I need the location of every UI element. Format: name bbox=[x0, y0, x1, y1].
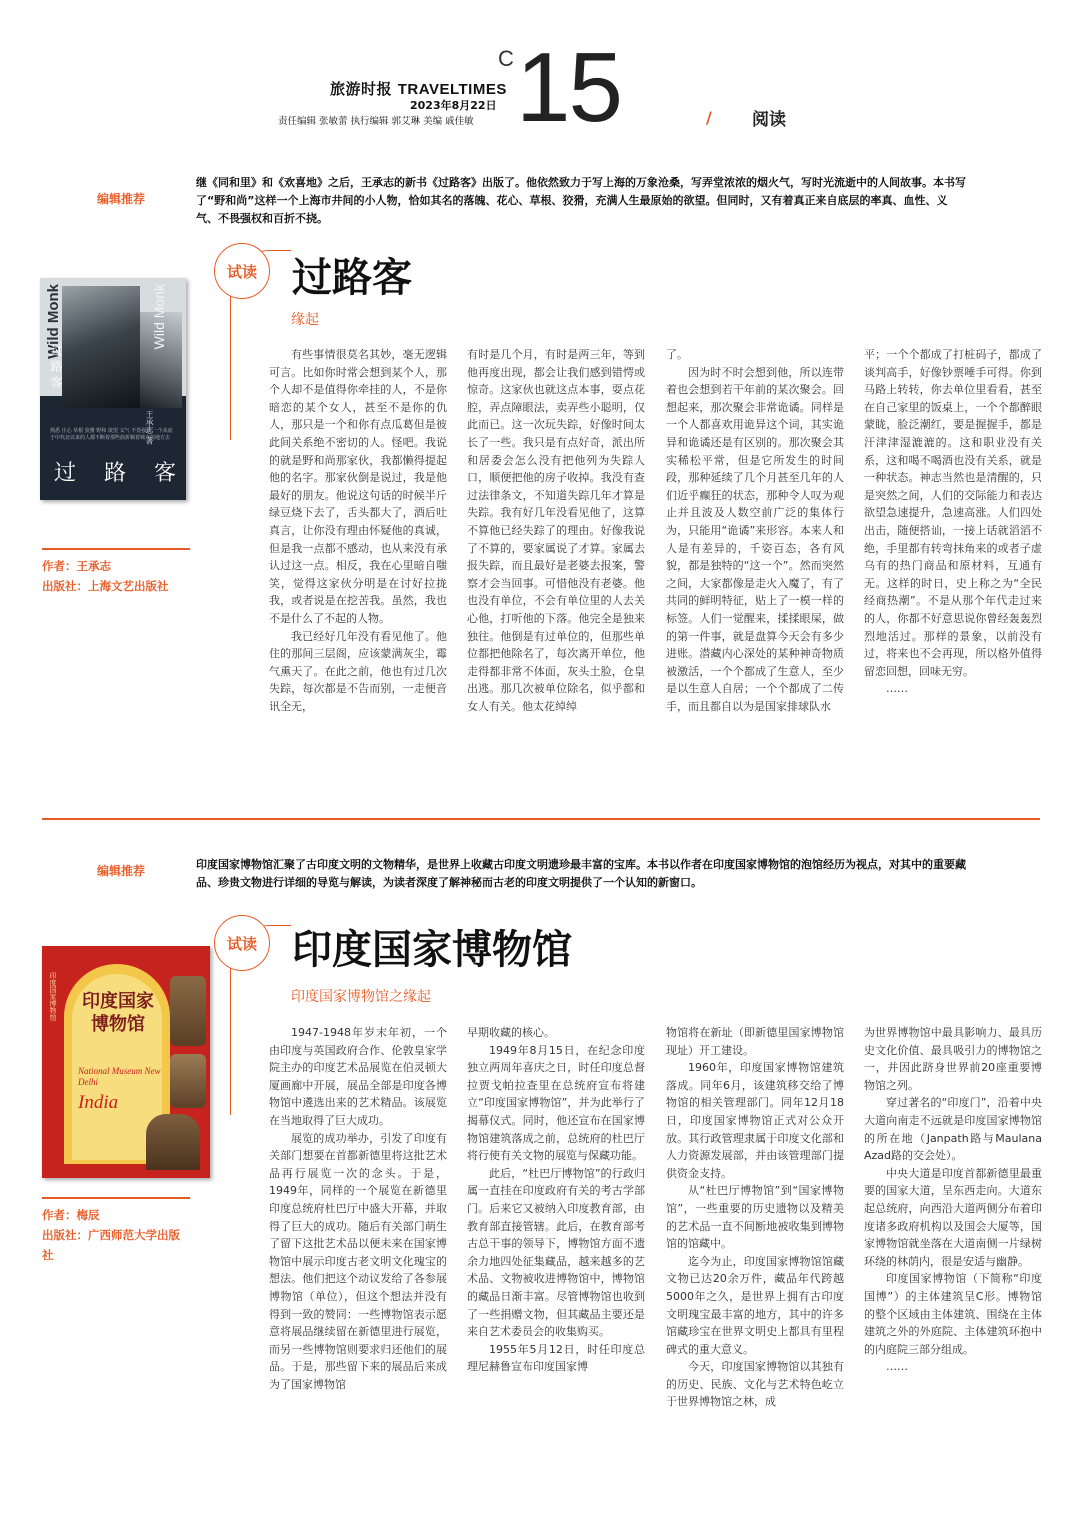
article-column bbox=[864, 1024, 1042, 1376]
editor-pick-tag: 编辑推荐 bbox=[97, 864, 146, 878]
body-paragraph: 展览的成功举办，引发了印度有关部门想要在首都新德里将这批艺术品再行展览一次的念头。于是，1949年，同样的一个展览在新德里印度总统府杜巴厅中盛大开幕，并取得了巨大的成功。随后有关部门萌生了留下这批艺术品以便未来在国家博物馆中展示印度古老文明文化瑰宝的想法。他们把这个动议发给了各参展博物馆（单位），但这个想法并没有得到一致的赞同：一些博物馆表示愿意将展品继续留在新德里进行展览，而另一些博物馆则要求归还他们的展品。于是，那些留下来的展品后来成为了国家博物馆 bbox=[269, 1131, 447, 1391]
article-intro: 继《同和里》和《欢喜地》之后，王承志的新书《过路客》出版了。他依然致力于写上海的万象沧桑，写弄堂浓浓的烟火气，写时光流逝中的人间故事。本书写了“野和尚”这样一个上海市井间的小人物，恰如其名的落魄、花心、草根、狡猾，充满人生最原始的欲望。但同时，又有着真正来自底层的率真、血性、义气、不畏强权和百折不挠。 bbox=[196, 176, 966, 225]
section-letter: C bbox=[498, 46, 514, 71]
article-title: 过路客 bbox=[292, 254, 412, 301]
badge-line bbox=[230, 965, 231, 1115]
cover-statue-image bbox=[170, 1054, 206, 1108]
body-paragraph: 早期收藏的核心。 bbox=[467, 1026, 555, 1039]
cover-statue-image bbox=[146, 1114, 200, 1170]
book-author: 作者：王承志 bbox=[42, 559, 111, 573]
brand-cn: 旅游时报 bbox=[330, 80, 393, 98]
article-column bbox=[864, 346, 1042, 698]
cover-english-title: National Museum New Delhi bbox=[78, 1066, 161, 1087]
section-name: 阅读 bbox=[752, 110, 786, 130]
editor-pick-tag: 编辑推荐 bbox=[97, 192, 146, 206]
book-publisher: 出版社：上海文艺出版社 bbox=[42, 579, 169, 593]
cover-char: 路 bbox=[103, 461, 128, 486]
brand-en: TRAVELTIMES bbox=[397, 81, 507, 98]
try-read-badge: 试读 bbox=[214, 243, 270, 299]
body-paragraph: 1949年8月15日，在纪念印度独立两周年喜庆之日，时任印度总督拉贾戈帕拉查里在总统府宣布将建立“印度国家博物馆”，并为此举行了揭幕仪式。同时，他还宣布在国家博物馆建筑落成之前，总统府的杜巴厅将行使有关文物的展览与保藏功能。 bbox=[467, 1043, 645, 1163]
body-paragraph: 印度国家博物馆（下简称“印度国博”）的主体建筑呈C形。博物馆的整个区域由主体建筑、围绕在主体建筑之外的外庭院、主体建筑环抱中的内庭院三部分组成。 bbox=[864, 1272, 1042, 1356]
body-paragraph: 平；一个个都成了打桩码子，都成了谈判高手，好像钞票唾手可得。你到马路上转转，你去单位里看看，甚至在自己家里的饭桌上，一个个都醉眼蒙眬，脸泛潮红，要是握握手，都是汗津津湿漉漉的。这和职业没有关系，这和喝不喝酒也没有关系，就是一种状态。神志当然也是清醒的，只是突然之间，人们的交际能力和表达欲望急速提升，急速高涨。人们四处出击，随便搭讪，一接上话就滔滔不绝，手里都有转弯抹角来的或者子虚乌有的热门商品和原材料，互通有无。这样的时日，史上称之为“全民经商热潮”。不是从那个年代走过来的人，你都不好意思说你曾经轰轰烈烈地活过。那样的景象，以前没有过，将来也不会再现，所以格外值得留恋回想，回味无穷。 bbox=[864, 348, 1042, 678]
page-number: 15 bbox=[516, 32, 622, 142]
article-intro: 印度国家博物馆汇聚了古印度文明的文物精华，是世界上收藏古印度文明遗珍最丰富的宝库。本书以作者在印度国家博物馆的泡馆经历为视点，对其中的重要藏品、珍贵文物进行详细的导览与解读，为读者深度了解神秘而古老的印度文明提供了一个认知的新窗口。 bbox=[196, 858, 966, 889]
body-paragraph: 1947-1948年岁末年初，一个由印度与英国政府合作、伦敦皇家学院主办的印度艺术品展览在伯灵顿大厦画廊中开展，展品全部是印度各博物馆中遴选出来的艺术精品。该展览在当地取得了巨大成功。 bbox=[269, 1026, 447, 1127]
cover-english-title-light: Wild Monk bbox=[151, 284, 167, 350]
try-read-badge: 试读 bbox=[214, 915, 270, 971]
body-paragraph: 了。 bbox=[666, 348, 688, 361]
article-column bbox=[467, 346, 645, 715]
article-column bbox=[666, 1024, 844, 1411]
editor-credits: 责任编辑 张敏蕾 执行编辑 郭艾琳 美编 戚佳敏 bbox=[278, 116, 474, 127]
article-column bbox=[467, 1024, 645, 1376]
book-publisher: 出版社：广西师范大学出版社 bbox=[42, 1228, 180, 1262]
body-paragraph: 此后，“杜巴厅博物馆”的行政归属一直挂在印度政府有关的考古学部门。后来它又被纳入印度教育部，由教育部直接管辖。此后，在教育部考古总干事的领导下，博物馆方面不遗余力地四处征集藏品，越来越多的艺术品、文物被收进博物馆中，博物馆的藏品日渐丰富。尽管博物馆也收到了一些捐赠文物，但其藏品主要还是来自艺术委员会的收集购买。 bbox=[467, 1166, 645, 1339]
section-slash: / bbox=[706, 108, 712, 127]
cover-vertical-label: 印度国家博物馆 bbox=[49, 972, 57, 1021]
article-column bbox=[269, 346, 447, 715]
body-paragraph: 穿过著名的“印度门”，沿着中央大道向南走不远就是印度国家博物馆的所在地（Janpath路与Maulana Azad路的交会处）。 bbox=[864, 1096, 1042, 1163]
article-title: 印度国家博物馆 bbox=[292, 926, 572, 973]
book-meta bbox=[42, 548, 190, 596]
body-paragraph: …… bbox=[886, 682, 908, 696]
body-paragraph: 有些事情很莫名其妙，毫无逻辑可言。比如你时常会想到某个人，那个人却不是值得你牵挂的人，不是你暗恋的某个女人，甚至不是你的仇人，那只是一个和你有点瓜葛但是彼此间关系绝不密切的人。怪吧。我说的就是野和尚那家伙，我都懒得提起他的名字。那家伙倒是说过，我是他最好的朋友。他说这句话的时候半斤绿豆烧下去了，舌头都大了，酒后吐真言，让你没有理由怀疑他的真诚，但是我一点都不感动，也从来没有承认过这一点。相反，我在心里暗自嗤笑，觉得这家伙分明是在讨好拉拢我，或者说是在挖苦我。虽然，我也不是什么了不起的人物。 bbox=[269, 348, 447, 625]
body-paragraph: 从“杜巴厅博物馆”到“国家博物馆”，一些重要的历史遗物以及精美的艺术品一直不间断地被收集到博物馆的馆藏中。 bbox=[666, 1184, 844, 1251]
body-paragraph: 1960年，印度国家博物馆建筑落成。同年6月，该建筑移交给了博物馆的相关管理部门。同年12月18日，印度国家博物馆正式对公众开放。其行政管理隶属于印度文化部和人力资源发展部，并由该管理部门提供资金支持。 bbox=[666, 1061, 844, 1180]
cover-char: 客 bbox=[153, 461, 178, 486]
body-paragraph: 1955年5月12日，时任印度总理尼赫鲁宣布印度国家博 bbox=[467, 1342, 645, 1374]
publish-date: 2023年8月22日 bbox=[410, 99, 497, 112]
body-paragraph: 中央大道是印度首都新德里最重要的国家大道，呈东西走向。大道东起总统府，向西沿大道两侧分布着印度诸多政府机构以及国会大厦等，国家博物馆就坐落在大道南侧一片绿树环绕的林荫内，很是安适与幽静。 bbox=[864, 1166, 1042, 1268]
cover-author: 王承志 著 bbox=[145, 410, 154, 445]
cover-vertical-title: 过路客 bbox=[49, 344, 63, 392]
body-paragraph: 有时是几个月，有时是两三年，等到他再度出现，都会让我们感到错愕或惊奇。这家伙也就这点本事，耍点花腔，弄点障眼法，卖弄些小聪明，仅此而已。这一次玩失踪，好像时间太长了一些。我只是有点好奇，派出所和居委会怎么没有把他列为失踪人口，顺便把他的房子收掉。我没有查过法律条文，不知道失踪几年才算是失踪。我有好几年没看见他了，这算不算他已经失踪了的理由。好像我说了不算的，要家属说了才算。家属去报失踪，而且最好是老婆去报案，警察才会当回事。可惜他没有老婆。他也没有单位，不会有单位里的人去关心他，打听他的下落。他完全是独来独往。他倒是有过单位的，但那些单位都把他除名了，每次离开单位，他走得都非常不体面，灰头土脸，仓皇出逃。那几次被单位除名，似乎都和女人有关。他太花绰绰 bbox=[467, 348, 645, 713]
cover-char: 过 bbox=[54, 461, 79, 486]
article-subtitle: 印度国家博物馆之缘起 bbox=[291, 989, 431, 1005]
book-author: 作者：梅辰 bbox=[42, 1208, 100, 1222]
cover-big-title bbox=[54, 456, 178, 487]
book-cover bbox=[42, 946, 210, 1178]
body-paragraph: …… bbox=[886, 1360, 908, 1374]
article-column bbox=[666, 346, 844, 715]
cover-statue-image bbox=[170, 976, 206, 1046]
body-paragraph: 迄今为止，印度国家博物馆馆藏文物已达20余万件，藏品年代跨越5000年之久，是世界上拥有古印度文明瑰宝最丰富的地方，其中的许多馆藏珍宝在世界文明史上都具有里程碑式的重大意义。 bbox=[666, 1254, 844, 1356]
body-paragraph: 今天，印度国家博物馆以其独有的历史、民族、文化与艺术特色屹立于世界博物馆之林，成 bbox=[666, 1360, 844, 1409]
body-paragraph: 因为时不时会想到他，所以连带着也会想到若干年前的某次聚会。回想起来，那次聚会非常诡谲。同样是一个人都喜欢用诡异这个词，其实诡异和诡谲还是有区别的。那次聚会其实稀松平常，但是它所发生的时间段，那种延续了几个月甚至几年的人们近乎癫狂的状态，那种令人叹为观止并且波及人数空前广泛的集体行为，只能用“诡谲”来形容。本来人和人是有差异的，千姿百态，各有风貌，都是独特的“这一个”。然而突然之间，大家都像是走火入魔了，有了共同的鲜明特征，贴上了一模一样的标签。人们一觉醒来，揉揉眼屎，做的第一件事，就是盘算今天会有多少进账。潜藏内心深处的某种神奇物质被激活，一个个都成了生意人，至少是以生意人自居；一个个都成了二传手，而且都自以为是国家排球队水 bbox=[666, 365, 844, 713]
body-paragraph: 我已经好几年没有看见他了。他住的那间三层阁，应该蒙满灰尘，霉气熏天了。在此之前，他也有过几次失踪，每次都是不告而别，一走便音讯全无， bbox=[269, 629, 447, 713]
book-cover bbox=[40, 278, 186, 500]
cover-title: 印度国家博物馆 bbox=[82, 991, 154, 1035]
book-meta bbox=[42, 1197, 190, 1265]
body-paragraph: 物馆将在新址（即新德里国家博物馆现址）开工建设。 bbox=[666, 1026, 844, 1057]
cover-english-title: Wild Monk bbox=[45, 284, 62, 359]
cover-photo bbox=[62, 286, 140, 408]
article-subtitle: 缘起 bbox=[291, 312, 319, 328]
badge-line bbox=[230, 290, 231, 440]
article-divider bbox=[42, 818, 1040, 820]
cover-india-word: India bbox=[78, 1092, 119, 1113]
article-column bbox=[269, 1024, 447, 1393]
body-paragraph: 为世界博物馆中最具影响力、最具历史文化价值、最具吸引力的博物馆之一，并因此跻身世界前20座重要博物馆之列。 bbox=[864, 1026, 1042, 1092]
cover-blurb: 熟悉 庄心 草根 狡猾 野和 欲望 义气 不畏强权 一个从底于中代北以来的人都不断着那些曲折顺着城市的地方去 bbox=[50, 428, 173, 441]
newspaper-brand bbox=[330, 78, 507, 99]
